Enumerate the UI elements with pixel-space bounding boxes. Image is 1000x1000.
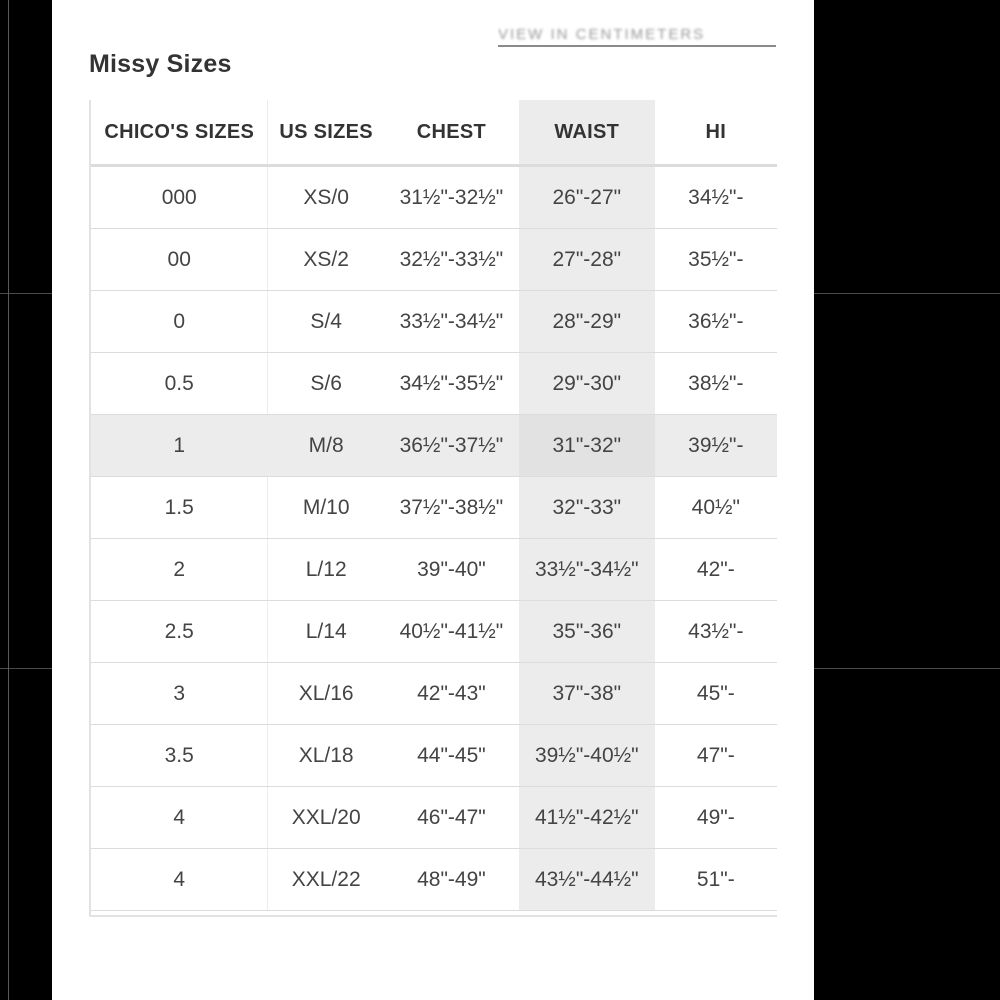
cell-us-size: XL/18: [268, 725, 384, 787]
column-header-waist: WAIST: [519, 100, 655, 166]
table-row: [91, 539, 777, 601]
cell-hip: 36½"-: [655, 291, 777, 353]
cell-us-size: XXL/22: [268, 849, 384, 911]
cell-chest: 33½"-34½": [384, 291, 519, 353]
table-row: [91, 477, 777, 539]
cell-chest: 44"-45": [384, 725, 519, 787]
cell-waist: 37"-38": [519, 663, 655, 725]
cell-hip: 43½"-: [655, 601, 777, 663]
cell-hip: 34½"-: [655, 166, 777, 229]
column-header-chicos-sizes: CHICO'S SIZES: [91, 100, 268, 166]
cell-chest: 31½"-32½": [384, 166, 519, 229]
centimeters-link[interactable]: [498, 18, 776, 48]
table-row: [91, 415, 777, 477]
cell-hip: 40½": [655, 477, 777, 539]
cell-chest: 37½"-38½": [384, 477, 519, 539]
cell-chicos-size: 0.5: [91, 353, 268, 415]
cell-waist: 27"-28": [519, 229, 655, 291]
cell-waist: 33½"-34½": [519, 539, 655, 601]
table-row: [91, 787, 777, 849]
cell-chicos-size: 3: [91, 663, 268, 725]
table-row: [91, 725, 777, 787]
cell-chicos-size: 1: [91, 415, 268, 477]
cell-chicos-size: 2: [91, 539, 268, 601]
column-header-hip: HI: [655, 100, 777, 166]
cell-waist: 29"-30": [519, 353, 655, 415]
table-row: [91, 601, 777, 663]
size-chart-panel: [52, 0, 814, 1000]
cell-waist: 26"-27": [519, 166, 655, 229]
cell-waist: 43½"-44½": [519, 849, 655, 911]
frame-edge: [8, 0, 9, 1000]
table-header-row: [91, 100, 777, 166]
cell-waist: 39½"-40½": [519, 725, 655, 787]
cell-us-size: XXL/20: [268, 787, 384, 849]
cell-waist: 41½"-42½": [519, 787, 655, 849]
size-table-scroll-container[interactable]: [89, 100, 777, 917]
cell-chest: 48"-49": [384, 849, 519, 911]
cell-chicos-size: 00: [91, 229, 268, 291]
cell-chicos-size: 1.5: [91, 477, 268, 539]
table-row: [91, 229, 777, 291]
cell-hip: 49"-: [655, 787, 777, 849]
cell-chicos-size: 4: [91, 849, 268, 911]
cell-chest: 39"-40": [384, 539, 519, 601]
cell-us-size: S/6: [268, 353, 384, 415]
cell-us-size: S/4: [268, 291, 384, 353]
cell-chicos-size: 4: [91, 787, 268, 849]
table-body: [91, 166, 777, 911]
link-underline: [498, 45, 776, 47]
column-header-us-sizes: US SIZES: [268, 100, 384, 166]
cell-us-size: L/12: [268, 539, 384, 601]
cell-chicos-size: 000: [91, 166, 268, 229]
cell-chest: 36½"-37½": [384, 415, 519, 477]
cell-chest: 46"-47": [384, 787, 519, 849]
page-title: Missy Sizes: [89, 50, 232, 78]
table-row: [91, 353, 777, 415]
table-row: [91, 291, 777, 353]
cell-us-size: XL/16: [268, 663, 384, 725]
cell-hip: 51"-: [655, 849, 777, 911]
cell-hip: 47"-: [655, 725, 777, 787]
cell-chest: 34½"-35½": [384, 353, 519, 415]
centimeters-link-text[interactable]: VIEW IN CENTIMETERS: [498, 26, 706, 43]
cell-waist: 31"-32": [519, 415, 655, 477]
cell-chicos-size: 2.5: [91, 601, 268, 663]
table-row: [91, 166, 777, 229]
column-header-chest: CHEST: [384, 100, 519, 166]
size-table: [91, 100, 777, 911]
cell-us-size: M/8: [268, 415, 384, 477]
cell-waist: 28"-29": [519, 291, 655, 353]
cell-chicos-size: 0: [91, 291, 268, 353]
cell-chest: 42"-43": [384, 663, 519, 725]
cell-waist: 32"-33": [519, 477, 655, 539]
cell-hip: 45"-: [655, 663, 777, 725]
cell-hip: 35½"-: [655, 229, 777, 291]
cell-hip: 42"-: [655, 539, 777, 601]
cell-us-size: M/10: [268, 477, 384, 539]
cell-chicos-size: 3.5: [91, 725, 268, 787]
cell-us-size: XS/2: [268, 229, 384, 291]
cell-us-size: L/14: [268, 601, 384, 663]
cell-hip: 38½"-: [655, 353, 777, 415]
cell-waist: 35"-36": [519, 601, 655, 663]
table-row: [91, 663, 777, 725]
cell-chest: 40½"-41½": [384, 601, 519, 663]
cell-us-size: XS/0: [268, 166, 384, 229]
cell-hip: 39½"-: [655, 415, 777, 477]
cell-chest: 32½"-33½": [384, 229, 519, 291]
table-row: [91, 849, 777, 911]
